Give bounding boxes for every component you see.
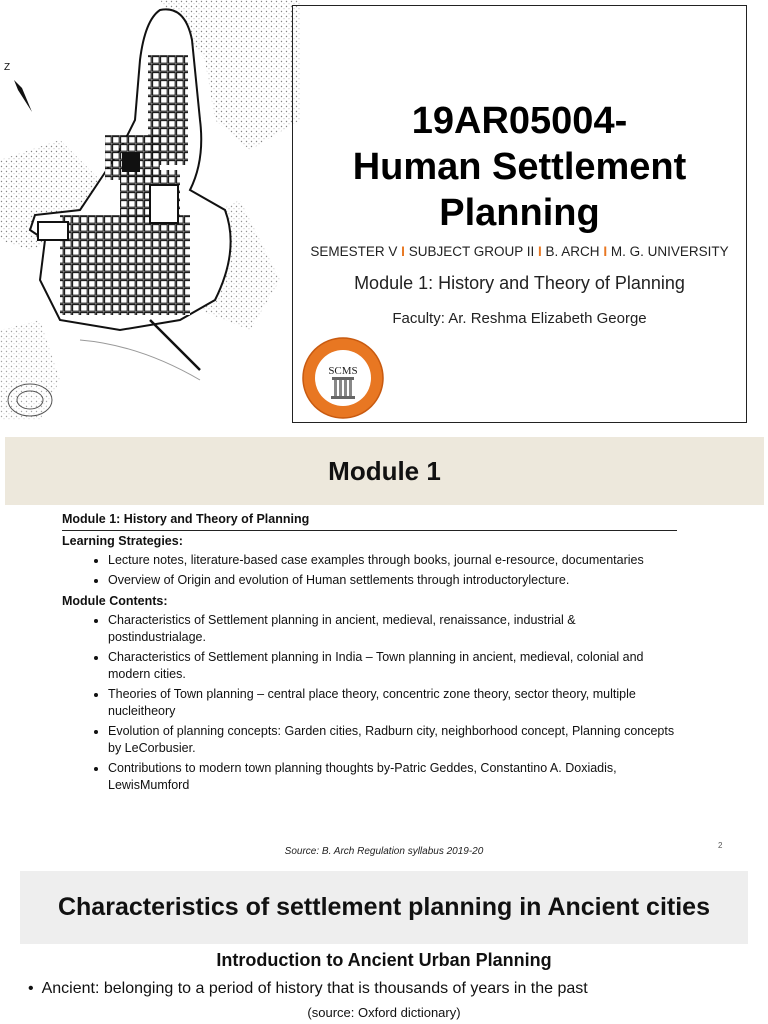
list-item: • Lecture notes, literature-based case examples through books, journal e-resource, documentaries — [108, 552, 677, 569]
list-item: • Contributions to modern town planning thoughts by-Patric Geddes, Constantino A. Doxiadis, LewisMumford — [108, 760, 677, 794]
ancient-cities-title: Characteristics of settlement planning in Ancient cities — [57, 893, 710, 921]
list-item: • Characteristics of Settlement planning in India – Town planning in ancient, medieval, colonial and modern cities. — [108, 649, 677, 683]
bullet-icon: • — [28, 980, 34, 997]
ancient-city-map — [0, 0, 300, 430]
module-banner-title: Module 1 — [328, 456, 441, 486]
syllabus-source: Source: B. Arch Regulation syllabus 2019-20 — [284, 846, 484, 857]
course-title — [293, 98, 746, 236]
page-number: 2 — [718, 841, 723, 850]
scms-logo-icon — [301, 336, 385, 420]
list-item: • Theories of Town planning – central place theory, concentric zone theory, sector theory, multiple nucleitheory — [108, 686, 677, 720]
semester-part-1: SEMESTER V — [310, 244, 398, 259]
course-title-line-2: Human Settlement — [352, 146, 687, 188]
semester-part-4: M. G. UNIVERSITY — [610, 244, 729, 259]
ancient-city-grid-map-icon — [0, 0, 300, 430]
ancient-cities-banner — [20, 871, 748, 944]
semester-line — [293, 244, 746, 259]
module-subtitle: Module 1: History and Theory of Planning — [354, 273, 685, 293]
ancient-definition — [28, 980, 588, 998]
list-item: • Overview of Origin and evolution of Human settlements through introductorylecture. — [108, 572, 677, 589]
module-banner — [5, 437, 764, 505]
faculty-name: Faculty: Ar. Reshma Elizabeth George — [392, 310, 647, 327]
separator: I — [401, 244, 405, 259]
definition-source: (source: Oxford dictionary) — [307, 1005, 461, 1020]
semester-part-3: B. ARCH — [545, 244, 600, 259]
syllabus-title: Module 1: History and Theory of Planning — [62, 511, 677, 531]
separator: I — [538, 244, 542, 259]
definition-text: Ancient: belonging to a period of history that is thousands of years in the past — [41, 980, 588, 997]
module-contents-heading: Module Contents: — [62, 594, 168, 608]
intro-title: Introduction to Ancient Urban Planning — [216, 950, 552, 970]
list-item: • Characteristics of Settlement planning in ancient, medieval, renaissance, industrial & postindustrialage. — [108, 612, 677, 646]
list-item: • Evolution of planning concepts: Garden cities, Radburn city, neighborhood concept, Planning concepts by LeCorbusier. — [108, 723, 677, 757]
title-box — [292, 5, 747, 423]
syllabus-block — [62, 511, 677, 798]
north-label: Z — [4, 62, 11, 73]
learning-strategies-list — [62, 552, 677, 589]
module-contents-list — [62, 612, 677, 794]
course-title-line-1: 19AR05004- — [411, 100, 628, 142]
semester-part-2: SUBJECT GROUP II — [408, 244, 535, 259]
learning-strategies-heading: Learning Strategies: — [62, 534, 183, 548]
logo-text: SCMS — [328, 365, 358, 377]
separator: I — [603, 244, 608, 259]
course-title-line-3: Planning — [439, 192, 600, 234]
